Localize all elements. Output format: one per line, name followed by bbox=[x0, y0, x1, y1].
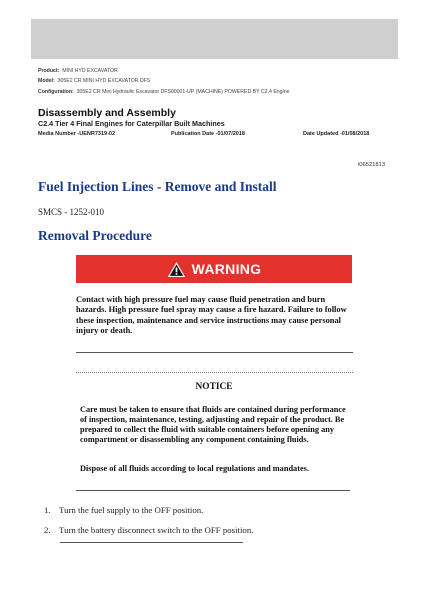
notice-title: NOTICE bbox=[195, 382, 233, 392]
publication-date: Publication Date -01/07/2018 bbox=[171, 131, 245, 137]
divider bbox=[76, 490, 350, 491]
media-number: Media Number -UENR7319-02 bbox=[38, 131, 116, 137]
document-title: Disassembly and Assembly bbox=[38, 107, 176, 119]
model-line bbox=[38, 78, 150, 84]
product-value: MINI HYD EXCAVATOR bbox=[62, 68, 118, 74]
warning-banner bbox=[76, 255, 352, 283]
model-value: 305E2 CR MINI HYD EXCAVATOR DFS bbox=[57, 78, 151, 84]
step-text: Turn the battery disconnect switch to the OFF position. bbox=[59, 525, 254, 535]
header-bar bbox=[31, 19, 398, 59]
warning-triangle-icon bbox=[167, 261, 186, 278]
page-title: Fuel Injection Lines - Remove and Install bbox=[38, 179, 277, 194]
smcs-code: SMCS - 1252-010 bbox=[38, 207, 105, 217]
configuration-value: 305E2 CR Mini Hydraulic Excavator DFS00001-UP (MACHINE) POWERED BY C2.4 Engine bbox=[76, 89, 290, 95]
configuration-label: Configuration: bbox=[38, 89, 74, 95]
step-number: 2. bbox=[44, 525, 51, 535]
document-subtitle: C2.4 Tier 4 Final Engines for Caterpillar Built Machines bbox=[38, 119, 225, 128]
notice-text-disposal: Dispose of all fluids according to local regulations and mandates. bbox=[80, 464, 309, 473]
model-label: Model: bbox=[38, 78, 55, 84]
notice-text: Care must be taken to ensure that fluids are contained during performance of inspection, maintenance, testing, adjusting and repair of the product. Be prepared to collect the fluid with suitable containers before opening any compartment or disassembling any component containing fluids. bbox=[80, 405, 346, 444]
dotted-divider bbox=[76, 372, 353, 373]
warning-text: Contact with high pressure fuel may cause fluid penetration and burn hazards. High pressure fuel spray may cause a fire hazard. Failure to follow these inspection, maintenance and service instructions may cause personal injury or death. bbox=[76, 295, 347, 336]
divider bbox=[60, 542, 243, 543]
warning-label: WARNING bbox=[191, 261, 262, 277]
section-heading: Removal Procedure bbox=[38, 228, 152, 243]
step-number: 1. bbox=[44, 505, 51, 515]
document-id: i06521813 bbox=[358, 162, 386, 168]
step-item bbox=[44, 505, 203, 515]
date-updated: Date Updated -01/08/2018 bbox=[303, 131, 370, 137]
product-line bbox=[38, 68, 118, 74]
step-item bbox=[44, 525, 253, 535]
divider bbox=[76, 352, 353, 353]
configuration-line bbox=[38, 89, 289, 95]
step-text: Turn the fuel supply to the OFF position. bbox=[59, 505, 204, 515]
product-label: Product: bbox=[38, 68, 60, 74]
